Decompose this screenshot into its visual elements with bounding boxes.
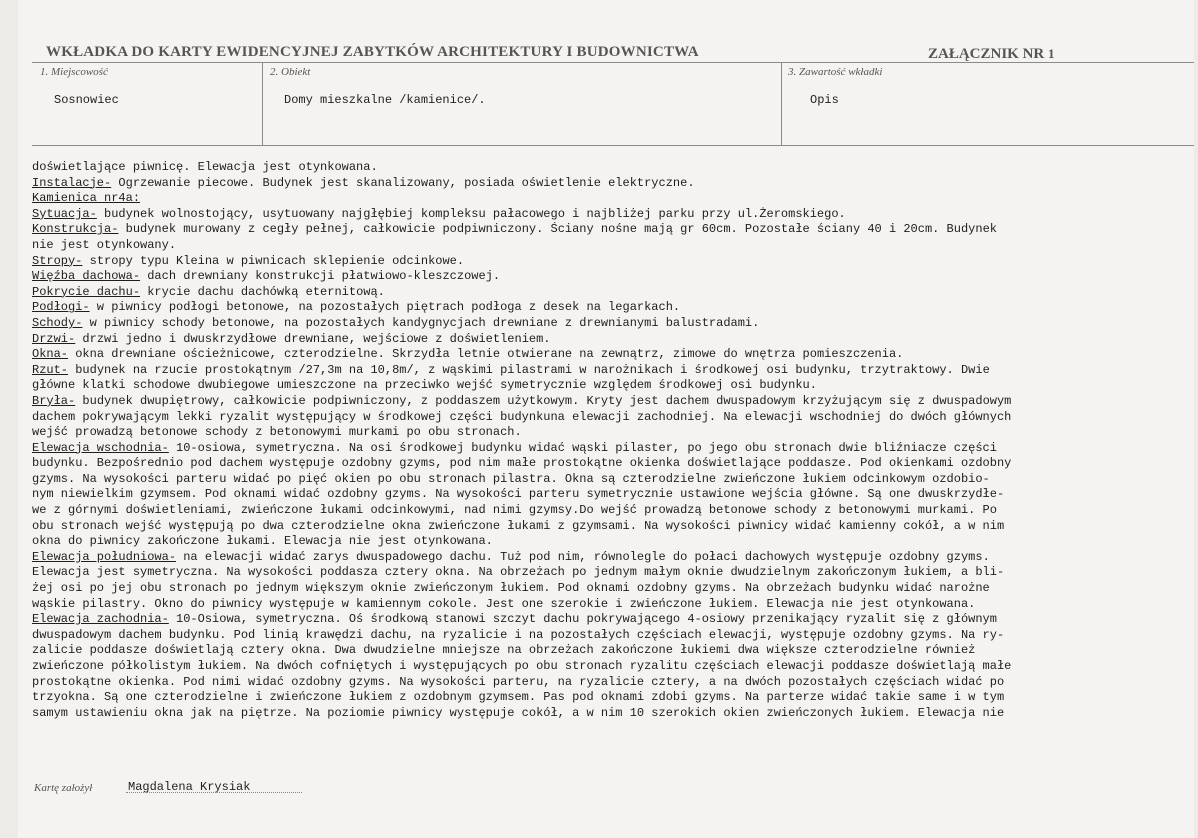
field-label-location: 1. Miejscowość	[40, 66, 108, 78]
text-line	[32, 425, 1182, 441]
attachment-label: ZAŁĄCZNIK NR 1	[928, 46, 1055, 62]
text-line	[32, 706, 1182, 722]
text-line	[32, 394, 1182, 410]
form-title: WKŁADKA DO KARTY EWIDENCYJNEJ ZABYTKÓW ARCHITEKTURY I BUDOWNICTWA	[46, 44, 699, 60]
line-text: drzwi jedno i dwuskrzydłowe drewniane, wejściowe z doświetleniem.	[75, 331, 551, 346]
field-divider	[262, 62, 263, 146]
text-line	[32, 300, 1182, 316]
line-text: zwieńczone półkolistym łukiem. Na dwóch cofniętych i występujących po obu stronach ryzalitu częściach elewacji poddasze doświetlają małe	[32, 659, 1012, 673]
line-text: na elewacji widać zarys dwuspadowego dachu. Tuż pod nim, równolegle do połaci dachowych występuje ozdobny gzyms.	[176, 549, 990, 564]
line-text: budynek na rzucie prostokątnym /27,3m na 10,8m/, z wąskimi pilastrami w narożnikach i środkowej osi budynku, trzytraktowy. Dwie	[68, 362, 990, 377]
line-text: 10-Osiowa, symetryczna. Oś środkową stanowi szczyt dachu pokrywającego 4-osiowy przenikający ryzalit się z głównym	[168, 612, 997, 627]
text-line	[32, 659, 1182, 675]
line-text: w piwnicy schody betonowe, na pozostałych kandygnycjach drewniane z drewnianymi balustradami.	[82, 315, 760, 330]
field-value-contents: Opis	[810, 93, 839, 107]
text-line	[32, 690, 1182, 706]
section-heading: Sytuacja-	[32, 206, 97, 221]
line-text: nym niewielkim gzymsem. Pod oknami widać ozdobny gzyms. Na wysokości parteru symetrycznie ustawione wejścia główne. Są one dwuskrzydłe-	[32, 487, 1005, 502]
line-text: budynek murowany z cegły pełnej, całkowicie podpiwniczony. Ściany nośne mają gr 60cm. Pozostałe ściany 40 i 20cm. Budynek	[118, 222, 997, 237]
field-label-object: 2. Obiekt	[270, 66, 311, 78]
section-heading: Stropy-	[32, 253, 83, 268]
line-text: prostokątne okienka. Pod nimi widać ozdobny gzyms. Na wysokości parteru, na ryzalicie cztery, a na dwóch pozostałych częściach widać po	[32, 674, 1005, 689]
text-line	[32, 238, 1182, 254]
text-line	[32, 675, 1182, 691]
description-body	[32, 160, 1182, 721]
section-heading: Elewacja wschodnia-	[32, 440, 169, 455]
line-text: samym ustawieniu okna jak na piętrze. Na poziomie piwnicy występuje cokół, a w nim 10 szerokich okien zwieńczonych łukiem. Elewacja nie	[32, 705, 1005, 720]
section-heading: Elewacja zachodnia-	[32, 612, 169, 627]
line-text: dach drewniany konstrukcji płatwiowo-kleszczowej.	[140, 269, 501, 284]
text-line	[32, 456, 1182, 472]
text-line	[32, 472, 1182, 488]
field-divider	[781, 62, 782, 146]
text-line	[32, 160, 1182, 176]
section-heading: Kamienica nr4a:	[32, 191, 141, 206]
line-text: dachem pokrywającym lekki ryzalit występujący w środkowej części budynkuna elewacji zachodniej. Na elewacji wschodniej do dwóch głównych	[32, 409, 1012, 424]
line-text: Elewacja jest symetryczna. Na wysokości poddasza cztery okna. Na obrzeżach po jednym małym oknie dwudzielnym zakończonym łukiem, a bli-	[32, 565, 1005, 580]
line-text: stropy typu Kleina w piwnicach sklepienie odcinkowe.	[82, 253, 465, 268]
line-text: trzyokna. Są one czterodzielne i zwieńczone łukiem z ozdobnym gzymsem. Pas pod oknami zdobi gzyms. Na parterze widać takie same i w tym	[32, 690, 1005, 705]
text-line	[32, 222, 1182, 238]
line-text: wąskie pilastry. Okno do piwnicy występuje w kamiennym cokole. Jest one szerokie i zwieńczone łukiem. Elewacja nie jest otynkowana.	[32, 596, 976, 611]
text-line	[32, 176, 1182, 192]
text-line	[32, 565, 1182, 581]
line-text: główne klatki schodowe dwubiegowe umieszczone na przeciwko wejść symetrycznie względem środkowej osi budynku.	[32, 378, 817, 393]
line-text: gzyms. Na wysokości parteru widać po pięć okien po obu stronach pilastra. Okna są czterodzielne zwieńczone łukiem odcinkowym ozdobio-	[32, 471, 990, 486]
line-text: dwuspadowym dachem budynku. Pod linią krawędzi dachu, na ryzalicie i na pozostałych częściach elewacji, występuje ozdobny gzyms. Na ry-	[32, 627, 1005, 642]
section-heading: Drzwi-	[32, 331, 76, 346]
line-text: budynek wolnostojący, usytuowany najgłębiej kompleksu pałacowego i najbliżej parku przy ul.Żeromskiego.	[96, 206, 846, 221]
line-text: budynku. Bezpośrednio pod dachem występuje ozdobny gzyms, pod nim małe prostokątne okienka doświetlające poddasze. Pod okienkami ozdobny	[32, 456, 1012, 471]
section-heading: Pokrycie dachu-	[32, 284, 141, 299]
text-line	[32, 363, 1182, 379]
line-text: okna do piwnicy zakończone łukami. Elewacja nie jest otynkowana.	[32, 534, 493, 549]
text-line	[32, 191, 1182, 207]
text-line	[32, 487, 1182, 503]
card-author-name: Magdalena Krysiak	[128, 780, 251, 794]
line-text: doświetlające piwnicę. Elewacja jest otynkowana.	[32, 160, 378, 174]
section-heading: Rzut-	[32, 362, 69, 377]
section-heading: Schody-	[32, 315, 83, 330]
text-line	[32, 534, 1182, 550]
text-line	[32, 612, 1182, 628]
text-line	[32, 643, 1182, 659]
section-heading: Instalacje-	[32, 175, 112, 190]
fields-bottom-rule	[32, 145, 1194, 146]
line-text: krycie dachu dachówką eternitową.	[140, 284, 385, 299]
attachment-sheet	[18, 0, 1194, 838]
line-text: żej osi po jej obu stronach po jednym większym oknie zwieńczonym łukiem. Pod oknami ozdobny gzyms. Na obrzeżach budynku widać narożne	[32, 581, 990, 596]
text-line	[32, 285, 1182, 301]
attachment-number: 1	[1048, 46, 1055, 61]
line-text: obu stronach wejść występują po dwa czterodzielne okna zwieńczone łukami z gzymsami. Na wysokości piwnicy widać kamienny cokół, a w nim	[32, 518, 1005, 533]
text-line	[32, 441, 1182, 457]
text-line	[32, 207, 1182, 223]
line-text: wejść prowadzą betonowe schody z betonowymi murkami po obu stronach.	[32, 425, 522, 440]
text-line	[32, 519, 1182, 535]
text-line	[32, 332, 1182, 348]
line-text: Ogrzewanie piecowe. Budynek jest skanalizowany, posiada oświetlenie elektryczne.	[111, 175, 695, 190]
section-heading: Bryła-	[32, 393, 76, 408]
line-text: budynek dwupiętrowy, całkowicie podpiwniczony, z poddaszem użytkowym. Kryty jest dachem dwuspadowym krzyżującym się z dwuspadowym	[75, 393, 1012, 408]
text-line	[32, 503, 1182, 519]
signature-line	[126, 792, 302, 793]
text-line	[32, 378, 1182, 394]
line-text: okna drewniane ościeżnicowe, czterodzielne. Skrzydła letnie otwierane na zewnątrz, zimowe do wnętrza pomieszczenia.	[68, 347, 904, 362]
text-line	[32, 550, 1182, 566]
line-text: nie jest otynkowany.	[32, 237, 177, 252]
section-heading: Okna-	[32, 347, 69, 362]
text-line	[32, 254, 1182, 270]
text-line	[32, 347, 1182, 363]
header-rule	[32, 62, 1194, 63]
section-heading: Podłogi-	[32, 300, 90, 315]
field-value-location: Sosnowiec	[54, 93, 119, 107]
line-text: w piwnicy podłogi betonowe, na pozostałych piętrach podłoga z desek na legarkach.	[89, 300, 681, 315]
text-line	[32, 581, 1182, 597]
text-line	[32, 269, 1182, 285]
section-heading: Więźba dachowa-	[32, 269, 141, 284]
text-line	[32, 597, 1182, 613]
text-line	[32, 410, 1182, 426]
section-heading: Konstrukcja-	[32, 222, 119, 237]
section-heading: Elewacja południowa-	[32, 549, 177, 564]
field-value-object: Domy mieszkalne /kamienice/.	[284, 93, 486, 107]
line-text: 10-osiowa, symetryczna. Na osi środkowej budynku widać wąski pilaster, po jego obu stronach dwie bliźniacze części	[168, 440, 997, 455]
field-label-contents: 3. Zawartość wkładki	[788, 66, 883, 78]
line-text: we z górnymi doświetleniami, zwieńczone łukami odcinkowymi, nad nimi gzymsy.Do wejść prowadzą betonowe schody z betonowymi murkami. Po	[32, 503, 997, 518]
card-author-label: Kartę założył	[34, 782, 93, 794]
text-line	[32, 316, 1182, 332]
text-line	[32, 628, 1182, 644]
line-text: zalicie poddasze doświetlają cztery okna. Dwa dwudzielne mniejsze na obrzeżach zakończone łukiemi dwa większe czterodzielne również	[32, 643, 976, 658]
